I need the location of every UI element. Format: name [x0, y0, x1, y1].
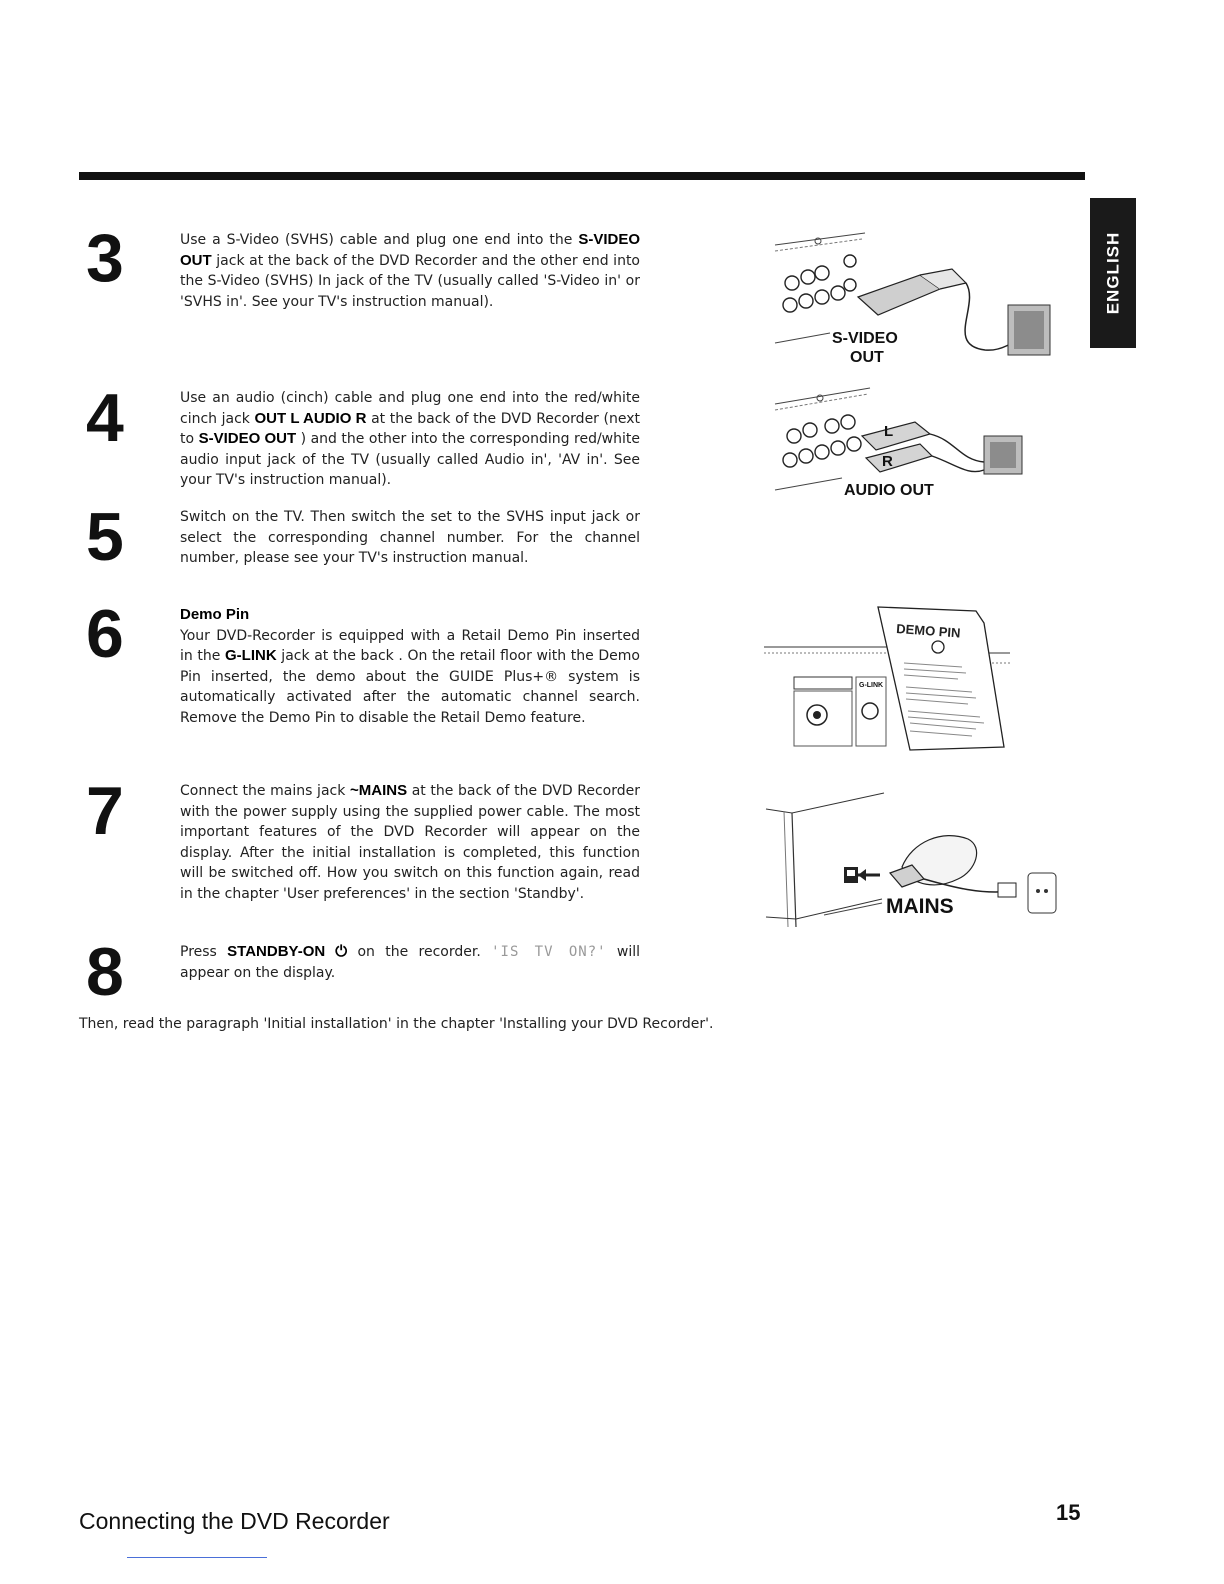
step-6-number: 6 — [86, 596, 124, 672]
step-3-text: Use a S-Video (SVHS) cable and plug one end into the S-VIDEO OUT jack at the back of the DVD Recorder and the other end into the S-Video (SVHS) In jack of the TV (usually called 'S-Video in' or 'SVHS in'. See your TV's instruction manual). — [180, 231, 640, 310]
language-tab-label: ENGLISH — [1103, 231, 1122, 315]
page-footer-title: Connecting the DVD Recorder — [79, 1508, 390, 1534]
step-7-number: 7 — [86, 773, 124, 849]
closing-note: Then, read the paragraph 'Initial installation' in the chapter 'Installing your DVD Recorder'. — [79, 1016, 714, 1032]
bottom-link-underline — [127, 1557, 267, 1558]
lcd-display-text: 'IS TV ON?' — [491, 944, 607, 960]
step-8-text: Press STANDBY-ON ⏻ on the recorder. 'IS TV ON?' will appear on the display. — [180, 943, 641, 981]
language-tab — [1090, 198, 1136, 348]
audio-out-label: AUDIO OUT — [844, 482, 934, 499]
step-5-number: 5 — [86, 499, 124, 575]
audio-l-label: L — [884, 423, 894, 440]
audio-r-label: R — [882, 453, 893, 470]
svideo-label-line2: OUT — [850, 349, 884, 366]
mains-label: MAINS — [886, 895, 954, 918]
step-7-text: Connect the mains jack ~MAINS at the back of the DVD Recorder with the power supply using the supplied power cable. The most important features of the DVD Recorder will appear on the display. After the initial installation is completed, this function will be switched off. How you switch on this function again, read in the chapter 'User preferences' in the section 'Standby'. — [180, 782, 640, 902]
svideo-connection-illustration — [770, 225, 1060, 370]
top-rule — [79, 172, 1085, 180]
step-5-text: Switch on the TV. Then switch the set to the SVHS input jack or select the corresponding channel number. For the channel number, please see your TV's instruction manual. — [180, 509, 640, 566]
audio-connection-illustration — [770, 380, 1040, 505]
step-8-number: 8 — [86, 934, 124, 1010]
glink-label: G-LINK — [859, 682, 884, 689]
step-3-number: 3 — [86, 220, 124, 296]
step-4-number: 4 — [86, 380, 124, 456]
step-6-title: Demo Pin — [180, 606, 250, 623]
svideo-label-line1: S-VIDEO — [832, 330, 898, 347]
demo-pin-label: DEMO PIN — [895, 621, 961, 641]
demo-pin-illustration — [762, 605, 1012, 755]
page-number: 15 — [1056, 1500, 1081, 1525]
step-6-text: Demo Pin Your DVD-Recorder is equipped with a Retail Demo Pin inserted in the G-LINK jack at the back . On the retail floor with the Demo Pin inserted, the demo about the GUIDE Plus+® system is automatically activated after the automatic channel search. Remove the Demo Pin to disable the Retail Demo feature. — [180, 606, 640, 726]
mains-connection-illustration — [762, 787, 1062, 932]
step-4-text: Use an audio (cinch) cable and plug one end into the red/white cinch jack OUT L AUDIO R at the back of the DVD Recorder (next to S-VIDEO OUT ) and the other into the corresponding red/white audio input jack of the TV (usually called Audio in', 'AV in'. See your TV's instruction manual). — [180, 390, 640, 488]
